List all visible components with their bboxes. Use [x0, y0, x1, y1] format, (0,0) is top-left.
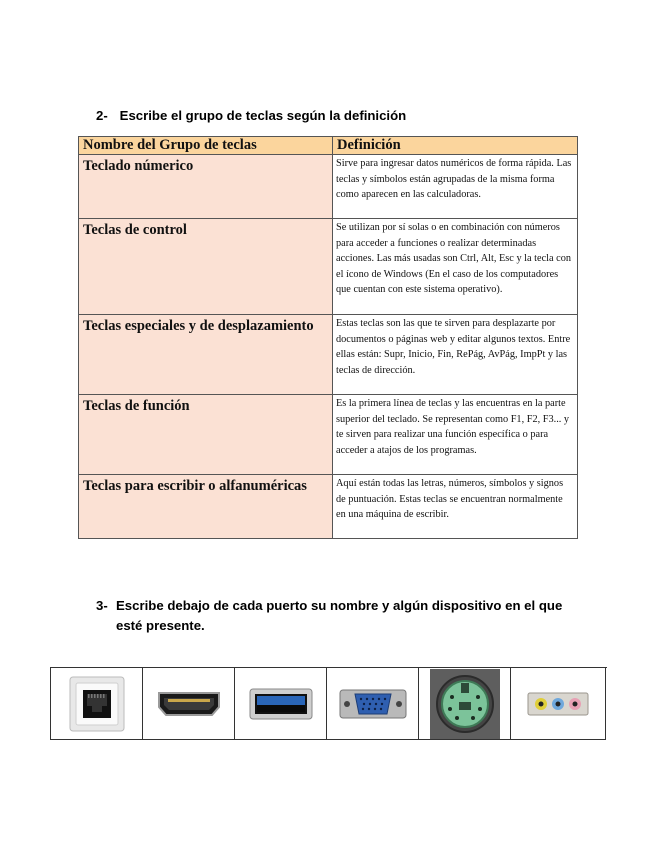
key-group-definition: Sirve para ingresar datos numéricos de forma rápida. Las teclas y símbolos están agrupadas de la misma forma como aparecen en las calculadoras.: [333, 155, 578, 219]
question-number: 3-: [96, 598, 108, 613]
key-group-definition: Es la primera línea de teclas y las encuentras en la parte superior del teclado. Se representan como F1, F2, F3... y te sirven para realizar una función específica o para acceder a atajos de los programas.: [333, 395, 578, 475]
ports-table: [50, 667, 607, 740]
port-cell-audio: [511, 668, 606, 740]
table-row: [79, 475, 578, 539]
key-group-definition: Se utilizan por sí solas o en combinación con números para acceder a funciones o realizar determinadas acciones. Las más usadas son Ctrl, Alt, Esc y la tecla con el ícono de Windows (En el caso de los computadores que cuentan con este sistema operativo).: [333, 219, 578, 315]
table-row: [79, 315, 578, 395]
port-cell-ethernet: [51, 668, 143, 740]
ps2-port-icon: [430, 669, 500, 739]
table-row: [79, 395, 578, 475]
question-2-heading: [96, 106, 406, 126]
table-header-row: [79, 137, 578, 155]
question-3-heading: [96, 596, 566, 636]
usb-port-icon: [248, 687, 314, 721]
key-group-definition: Estas teclas son las que te sirven para desplazarte por documentos o páginas web y editar algunos textos. Entre ellas están: Supr, Inicio, Fin, RePág, AvPág, ImpPt y las teclas de dirección.: [333, 315, 578, 395]
key-group-name: Teclas de función: [79, 395, 333, 475]
key-groups-table: [78, 136, 578, 539]
key-group-definition: Aquí están todas las letras, números, símbolos y signos de puntuación. Estas teclas se encuentran normalmente en una máquina de escribir.: [333, 475, 578, 539]
key-group-name: Teclado númerico: [79, 155, 333, 219]
key-group-name: Teclas para escribir o alfanuméricas: [79, 475, 333, 539]
key-group-name: Teclas especiales y de desplazamiento: [79, 315, 333, 395]
vga-port-icon: [339, 688, 407, 720]
question-text: Escribe debajo de cada puerto su nombre y algún dispositivo en el que esté presente.: [116, 598, 563, 633]
port-cell-ps2: [419, 668, 511, 740]
question-text: Escribe el grupo de teclas según la definición: [119, 108, 407, 123]
question-number: 2-: [96, 108, 108, 123]
ethernet-port-icon: [69, 676, 125, 732]
port-cell-vga: [327, 668, 419, 740]
table-row: [79, 155, 578, 219]
port-cell-hdmi: [143, 668, 235, 740]
hdmi-port-icon: [156, 689, 222, 719]
column-header-name: Nombre del Grupo de teclas: [79, 137, 333, 155]
key-group-name: Teclas de control: [79, 219, 333, 315]
port-cell-usb: [235, 668, 327, 740]
table-row: [79, 219, 578, 315]
column-header-definition: Definición: [333, 137, 578, 155]
audio-jacks-icon: [527, 692, 589, 716]
